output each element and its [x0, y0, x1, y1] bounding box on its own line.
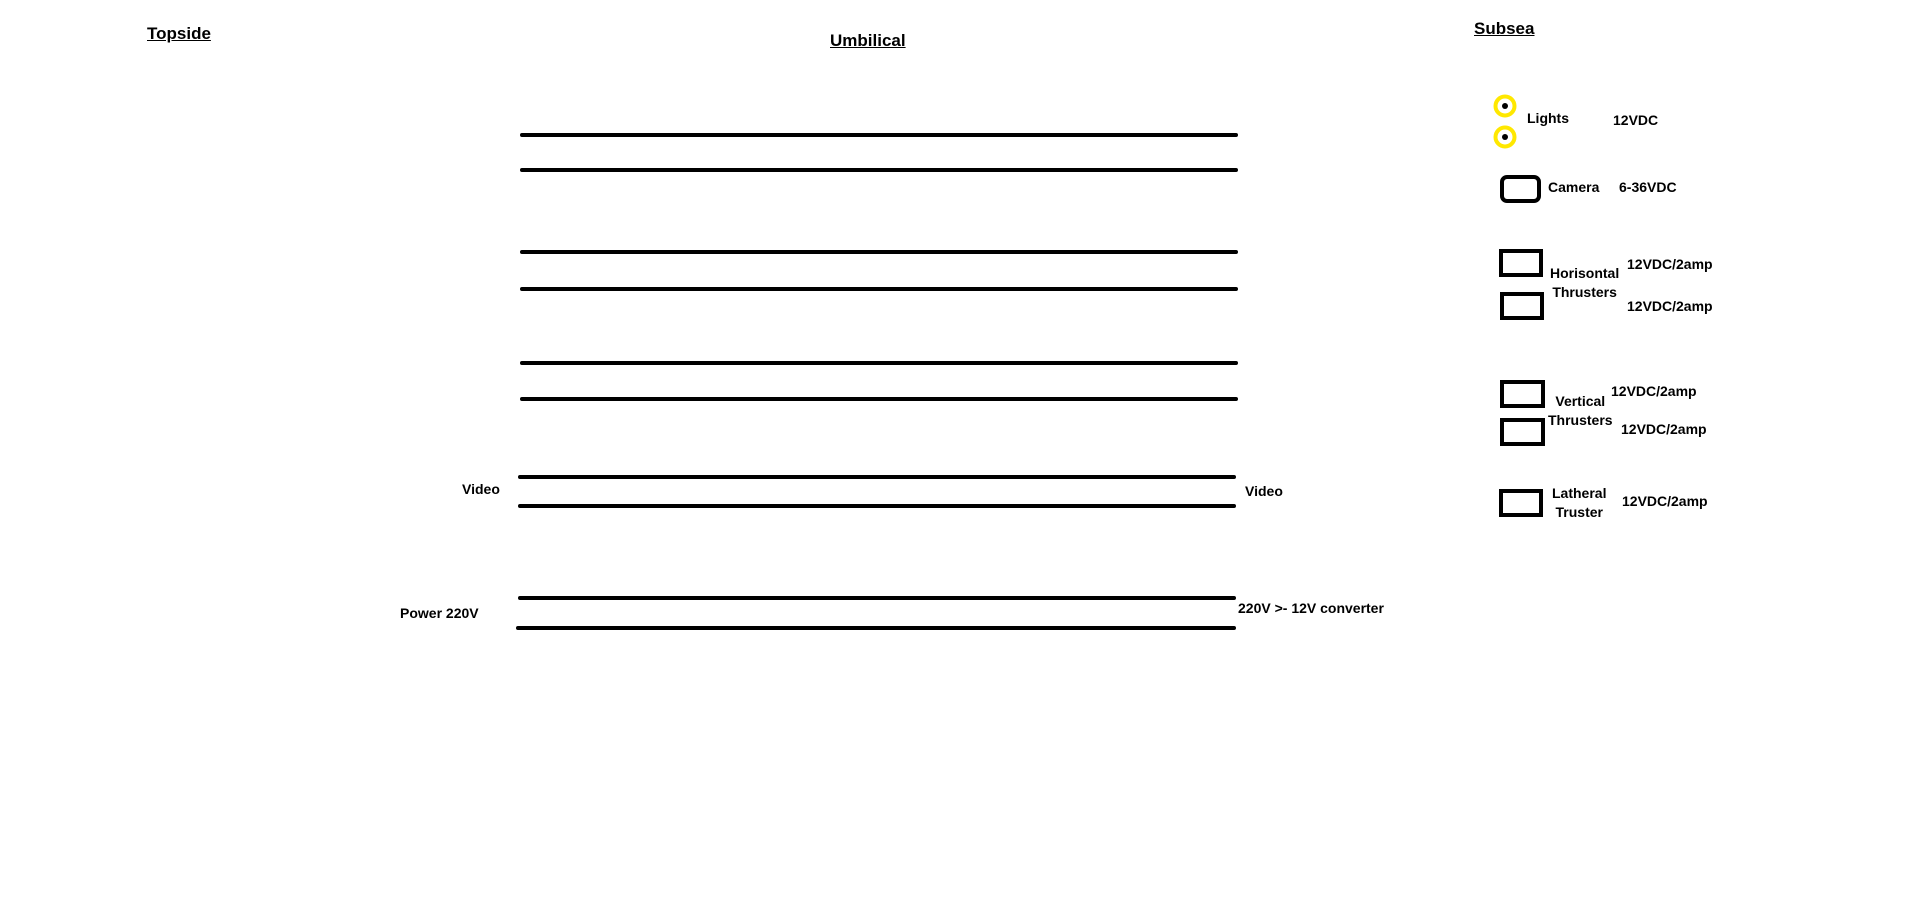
lateral-thruster-label-line1: Latheral [1552, 485, 1607, 501]
light-dot [1502, 134, 1508, 140]
converter-label: 220V >- 12V converter [1238, 600, 1384, 616]
horizontal-thrusters-label-line2: Thrusters [1552, 284, 1617, 300]
light-dot [1502, 103, 1508, 109]
vertical-thrusters-label-line2: Thrusters [1548, 412, 1613, 428]
topside-header: Topside [147, 24, 211, 43]
horizontal-thruster-icon [1502, 294, 1542, 318]
vertical-thruster-spec-1: 12VDC/2amp [1611, 383, 1697, 399]
lateral-thruster-label [1552, 484, 1606, 522]
horizontal-thruster-spec-1: 12VDC/2amp [1627, 256, 1713, 272]
lights-label: Lights [1527, 110, 1569, 126]
light-icons [1496, 97, 1515, 147]
video-label-topside: Video [462, 481, 500, 497]
umbilical-header: Umbilical [830, 31, 906, 50]
camera-icon [1502, 177, 1539, 201]
subsea-header: Subsea [1474, 19, 1535, 38]
lateral-thruster-label-line2: Truster [1555, 504, 1603, 520]
lateral-thruster-spec: 12VDC/2amp [1622, 493, 1708, 509]
camera-label: Camera [1548, 179, 1600, 195]
horizontal-thrusters-label [1550, 264, 1619, 302]
vertical-thrusters-label [1548, 392, 1613, 430]
vertical-thrusters-label-line1: Vertical [1555, 393, 1606, 409]
horizontal-thrusters-label-line1: Horisontal [1550, 265, 1620, 281]
horizontal-thruster-spec-2: 12VDC/2amp [1627, 298, 1713, 314]
vertical-thruster-icon [1502, 382, 1543, 406]
thruster-icons [1501, 251, 1543, 515]
umbilical-conductors [518, 135, 1236, 628]
vertical-thruster-icon [1502, 420, 1543, 444]
video-label-subsea: Video [1245, 483, 1283, 499]
vertical-thruster-spec-2: 12VDC/2amp [1621, 421, 1707, 437]
lateral-thruster-icon [1501, 491, 1541, 515]
horizontal-thruster-icon [1501, 251, 1541, 275]
lights-spec: 12VDC [1613, 112, 1659, 128]
power-label-topside: Power 220V [400, 605, 479, 621]
camera-spec: 6-36VDC [1619, 179, 1677, 195]
